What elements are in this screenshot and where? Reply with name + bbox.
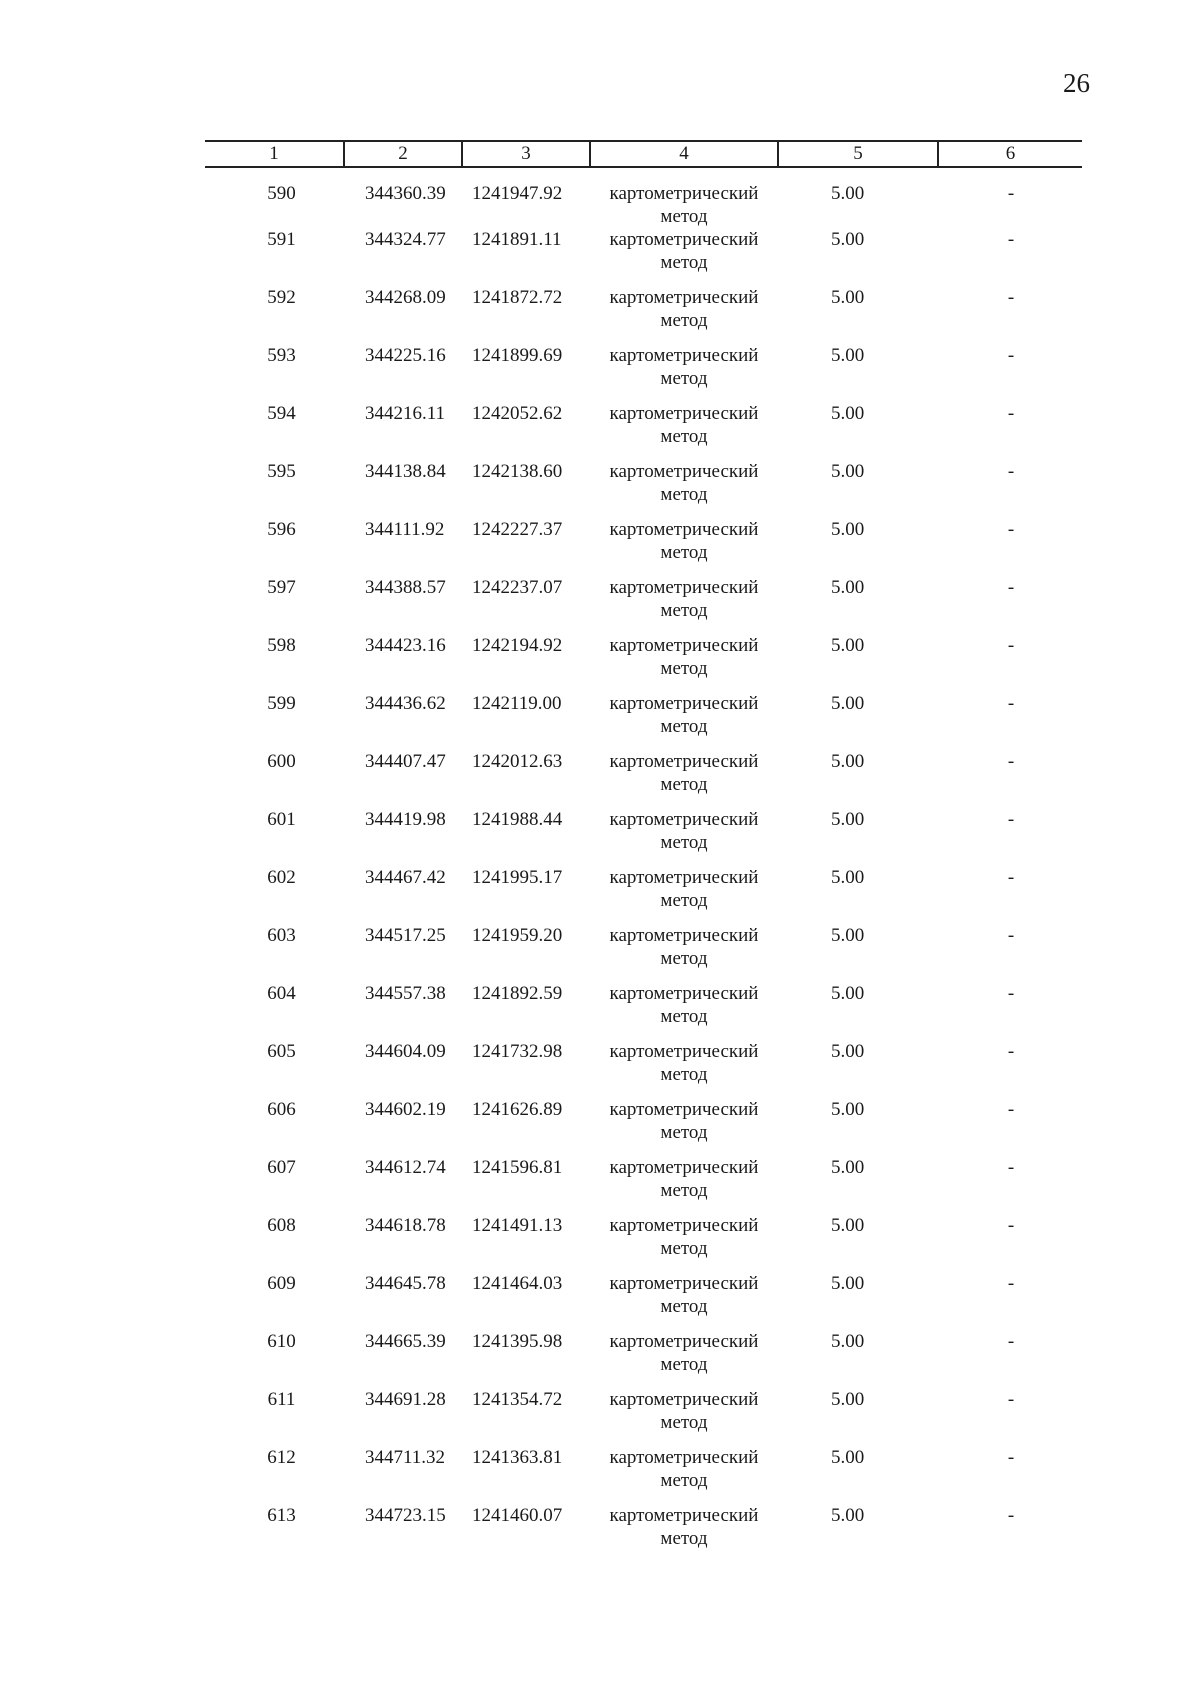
table-row [205,1388,1082,1446]
table-row [205,344,1082,402]
table-row [205,1504,1082,1562]
method-line-2: метод [660,368,708,389]
point-number-cell: 610 [267,1331,296,1352]
method-cell [590,1156,778,1214]
note-cell: - [1007,1041,1015,1062]
y-coordinate-cell: 1241891.11 [472,229,562,250]
table-row [205,982,1082,1040]
table-row [205,924,1082,982]
accuracy-cell: 5.00 [831,287,865,308]
note-cell: - [1007,809,1015,830]
column-header-1: 1 [205,141,344,167]
note-cell: - [1007,1505,1015,1526]
point-number-cell: 603 [267,925,296,946]
y-coordinate-cell: 1241460.07 [472,1505,563,1526]
y-coordinate-cell: 1241596.81 [472,1157,563,1178]
table-row [205,1446,1082,1504]
method-line-1: картометрический [609,693,759,714]
y-coordinate-cell: 1242052.62 [472,403,563,424]
method-line-2: метод [660,1528,708,1549]
method-line-1: картометрический [609,1331,759,1352]
note-cell: - [1007,461,1015,482]
point-number-cell: 604 [267,983,296,1004]
point-number-cell: 606 [267,1099,296,1120]
method-cell [590,1504,778,1562]
method-line-1: картометрический [609,1505,759,1526]
method-cell [590,518,778,576]
table-row [205,460,1082,518]
note-cell: - [1007,693,1015,714]
x-coordinate-cell: 344138.84 [365,461,446,482]
y-coordinate-cell: 1241363.81 [472,1447,563,1468]
accuracy-cell: 5.00 [831,635,865,656]
point-number-cell: 609 [267,1273,296,1294]
y-coordinate-cell: 1241395.98 [472,1331,563,1352]
y-coordinate-cell: 1241899.69 [472,345,563,366]
x-coordinate-cell: 344604.09 [365,1041,446,1062]
method-cell [590,1214,778,1272]
x-coordinate-cell: 344360.39 [365,183,446,204]
note-cell: - [1007,1447,1015,1468]
table-row [205,866,1082,924]
method-line-1: картометрический [609,1157,759,1178]
accuracy-cell: 5.00 [831,229,865,250]
accuracy-cell: 5.00 [831,577,865,598]
method-cell [590,866,778,924]
point-number-cell: 599 [267,693,296,714]
x-coordinate-cell: 344691.28 [365,1389,446,1410]
method-cell [590,982,778,1040]
point-number-cell: 595 [267,461,296,482]
table-row [205,692,1082,750]
note-cell: - [1007,183,1015,204]
method-line-2: метод [660,1412,708,1433]
column-header-4: 4 [590,141,778,167]
method-cell [590,460,778,518]
method-line-1: картометрический [609,403,759,424]
method-line-2: метод [660,658,708,679]
table-body [205,167,1082,1562]
method-line-2: метод [660,1006,708,1027]
y-coordinate-cell: 1241995.17 [472,867,563,888]
method-line-1: картометрический [609,229,759,250]
y-coordinate-cell: 1242012.63 [472,751,563,772]
accuracy-cell: 5.00 [831,519,865,540]
method-line-2: метод [660,1180,708,1201]
point-number-cell: 608 [267,1215,296,1236]
method-cell [590,750,778,808]
method-cell [590,344,778,402]
table-row [205,1330,1082,1388]
method-cell [590,1098,778,1156]
method-line-2: метод [660,716,708,737]
table-row [205,1040,1082,1098]
method-line-2: метод [660,252,708,273]
y-coordinate-cell: 1242119.00 [472,693,562,714]
accuracy-cell: 5.00 [831,1389,865,1410]
note-cell: - [1007,403,1015,424]
method-line-1: картометрический [609,345,759,366]
x-coordinate-cell: 344111.92 [365,519,445,540]
point-number-cell: 594 [267,403,296,424]
method-line-2: метод [660,774,708,795]
note-cell: - [1007,635,1015,656]
method-line-1: картометрический [609,867,759,888]
method-line-1: картометрический [609,1447,759,1468]
method-line-1: картометрический [609,183,759,204]
method-line-2: метод [660,1354,708,1375]
accuracy-cell: 5.00 [831,1157,865,1178]
method-cell [590,1330,778,1388]
method-line-2: метод [660,600,708,621]
column-header-5: 5 [778,141,938,167]
accuracy-cell: 5.00 [831,1099,865,1120]
accuracy-cell: 5.00 [831,1447,865,1468]
table-row [205,576,1082,634]
table-header [205,141,1082,167]
method-line-1: картометрический [609,1041,759,1062]
method-line-1: картометрический [609,809,759,830]
point-number-cell: 590 [267,183,296,204]
note-cell: - [1007,229,1015,250]
point-number-cell: 607 [267,1157,296,1178]
point-number-cell: 613 [267,1505,296,1526]
point-number-cell: 597 [267,577,296,598]
table-row [205,1156,1082,1214]
point-number-cell: 605 [267,1041,296,1062]
x-coordinate-cell: 344268.09 [365,287,446,308]
method-line-2: метод [660,206,708,227]
method-line-1: картометрический [609,983,759,1004]
x-coordinate-cell: 344225.16 [365,345,446,366]
note-cell: - [1007,1215,1015,1236]
y-coordinate-cell: 1241959.20 [472,925,563,946]
column-header-2: 2 [344,141,462,167]
note-cell: - [1007,345,1015,366]
accuracy-cell: 5.00 [831,751,865,772]
method-line-1: картометрический [609,925,759,946]
method-line-1: картометрический [609,577,759,598]
y-coordinate-cell: 1241732.98 [472,1041,563,1062]
table-row [205,1214,1082,1272]
accuracy-cell: 5.00 [831,809,865,830]
method-cell [590,167,778,228]
table-row [205,808,1082,866]
point-number-cell: 596 [267,519,296,540]
note-cell: - [1007,983,1015,1004]
table-header-row [205,141,1082,167]
x-coordinate-cell: 344517.25 [365,925,446,946]
point-number-cell: 591 [267,229,296,250]
method-line-2: метод [660,1122,708,1143]
accuracy-cell: 5.00 [831,693,865,714]
x-coordinate-cell: 344645.78 [365,1273,446,1294]
table-row [205,750,1082,808]
method-line-2: метод [660,1238,708,1259]
method-cell [590,286,778,344]
method-line-2: метод [660,1470,708,1491]
method-cell [590,576,778,634]
method-cell [590,228,778,286]
y-coordinate-cell: 1241988.44 [472,809,563,830]
x-coordinate-cell: 344612.74 [365,1157,446,1178]
point-number-cell: 593 [267,345,296,366]
point-number-cell: 601 [267,809,296,830]
x-coordinate-cell: 344419.98 [365,809,446,830]
method-line-1: картометрический [609,519,759,540]
point-number-cell: 612 [267,1447,296,1468]
point-number-cell: 598 [267,635,296,656]
y-coordinate-cell: 1241947.92 [472,183,563,204]
column-header-6: 6 [938,141,1082,167]
point-number-cell: 600 [267,751,296,772]
accuracy-cell: 5.00 [831,1041,865,1062]
y-coordinate-cell: 1241872.72 [472,287,563,308]
point-number-cell: 602 [267,867,296,888]
note-cell: - [1007,287,1015,308]
y-coordinate-cell: 1242237.07 [472,577,563,598]
y-coordinate-cell: 1241354.72 [472,1389,563,1410]
table-row [205,518,1082,576]
accuracy-cell: 5.00 [831,983,865,1004]
point-number-cell: 592 [267,287,296,308]
page-number: 26 [1063,68,1090,98]
coordinates-table-wrap [205,140,1082,1562]
x-coordinate-cell: 344324.77 [365,229,446,250]
x-coordinate-cell: 344388.57 [365,577,446,598]
note-cell: - [1007,925,1015,946]
accuracy-cell: 5.00 [831,461,865,482]
table-row [205,634,1082,692]
method-line-1: картометрический [609,287,759,308]
accuracy-cell: 5.00 [831,403,865,424]
method-cell [590,1446,778,1504]
method-line-2: метод [660,832,708,853]
y-coordinate-cell: 1242227.37 [472,519,563,540]
method-cell [590,808,778,866]
method-line-2: метод [660,948,708,969]
accuracy-cell: 5.00 [831,183,865,204]
note-cell: - [1007,867,1015,888]
method-cell [590,924,778,982]
y-coordinate-cell: 1241491.13 [472,1215,563,1236]
table-row [205,1098,1082,1156]
note-cell: - [1007,751,1015,772]
method-line-1: картометрический [609,1389,759,1410]
x-coordinate-cell: 344711.32 [365,1447,446,1468]
y-coordinate-cell: 1242138.60 [472,461,563,482]
note-cell: - [1007,1273,1015,1294]
method-cell [590,1040,778,1098]
method-cell [590,402,778,460]
method-line-2: метод [660,1296,708,1317]
column-header-3: 3 [462,141,590,167]
coordinates-table [205,140,1082,1562]
method-line-1: картометрический [609,1273,759,1294]
point-number-cell: 611 [267,1389,296,1410]
note-cell: - [1007,1389,1015,1410]
method-line-1: картометрический [609,1215,759,1236]
method-cell [590,1388,778,1446]
method-line-2: метод [660,1064,708,1085]
y-coordinate-cell: 1241626.89 [472,1099,563,1120]
x-coordinate-cell: 344407.47 [365,751,446,772]
note-cell: - [1007,519,1015,540]
method-line-2: метод [660,310,708,331]
x-coordinate-cell: 344467.42 [365,867,446,888]
x-coordinate-cell: 344665.39 [365,1331,446,1352]
method-line-2: метод [660,426,708,447]
accuracy-cell: 5.00 [831,1331,865,1352]
note-cell: - [1007,1331,1015,1352]
method-line-1: картометрический [609,635,759,656]
note-cell: - [1007,1099,1015,1120]
table-row [205,167,1082,228]
y-coordinate-cell: 1241892.59 [472,983,563,1004]
method-cell [590,1272,778,1330]
note-cell: - [1007,577,1015,598]
table-row [205,228,1082,286]
y-coordinate-cell: 1241464.03 [472,1273,563,1294]
x-coordinate-cell: 344618.78 [365,1215,446,1236]
method-cell [590,634,778,692]
method-line-2: метод [660,890,708,911]
method-line-1: картометрический [609,461,759,482]
note-cell: - [1007,1157,1015,1178]
y-coordinate-cell: 1242194.92 [472,635,563,656]
accuracy-cell: 5.00 [831,345,865,366]
accuracy-cell: 5.00 [831,925,865,946]
method-line-1: картометрический [609,751,759,772]
x-coordinate-cell: 344423.16 [365,635,446,656]
x-coordinate-cell: 344723.15 [365,1505,446,1526]
method-line-2: метод [660,542,708,563]
x-coordinate-cell: 344557.38 [365,983,446,1004]
method-line-2: метод [660,484,708,505]
accuracy-cell: 5.00 [831,867,865,888]
x-coordinate-cell: 344436.62 [365,693,446,714]
method-cell [590,692,778,750]
accuracy-cell: 5.00 [831,1215,865,1236]
accuracy-cell: 5.00 [831,1273,865,1294]
x-coordinate-cell: 344602.19 [365,1099,446,1120]
table-row [205,286,1082,344]
x-coordinate-cell: 344216.11 [365,403,446,424]
method-line-1: картометрический [609,1099,759,1120]
table-row [205,1272,1082,1330]
table-row [205,402,1082,460]
accuracy-cell: 5.00 [831,1505,865,1526]
